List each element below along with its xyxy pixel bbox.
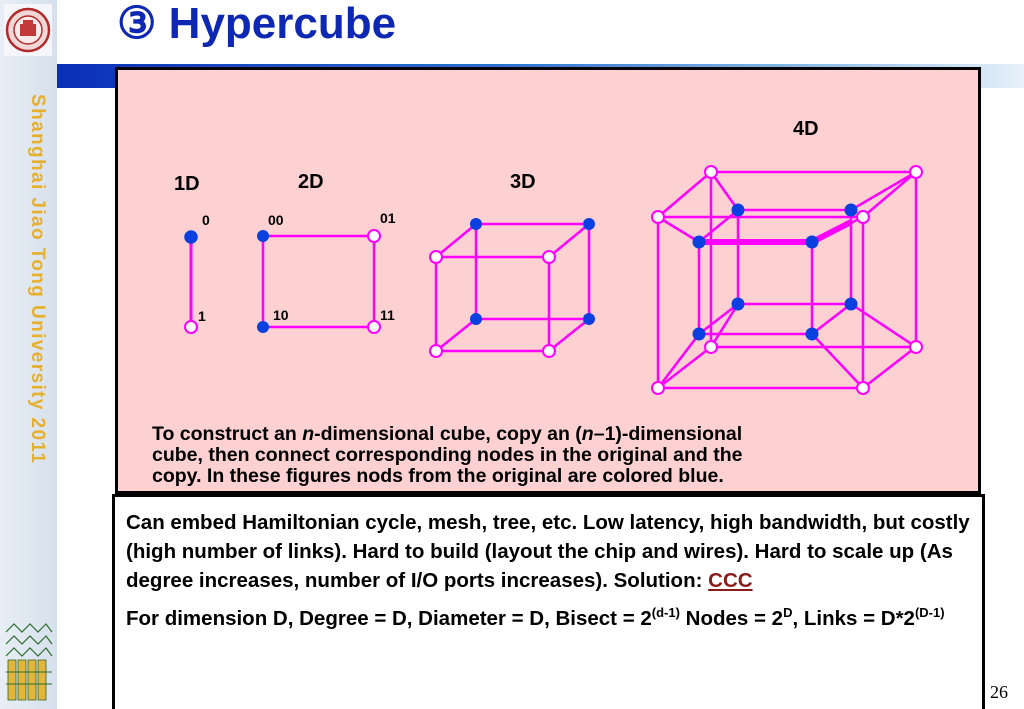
node-4d — [910, 341, 922, 353]
node-3d — [583, 313, 595, 325]
node-label-2d-01: 01 — [380, 210, 396, 226]
node-4d — [693, 236, 706, 249]
figure-caption-line1: To construct an n-dimensional cube, copy an (n–1)-dimensional — [152, 423, 743, 445]
formula-superscript: (d-1) — [651, 605, 680, 621]
sidebar-university-text: Shanghai Jiao Tong University 2011 — [27, 94, 48, 465]
node-3d — [543, 251, 555, 263]
description-paragraph — [126, 508, 973, 595]
node-label-1d-0: 0 — [202, 212, 210, 228]
label-3d: 3D — [510, 171, 536, 193]
label-4d: 4D — [793, 118, 819, 140]
ccc-link[interactable]: CCC — [708, 569, 753, 592]
node-label-2d-11: 11 — [380, 307, 395, 323]
formula-paragraph — [126, 604, 973, 633]
cube-1d — [185, 212, 210, 333]
university-logo — [4, 4, 52, 56]
node-4d — [732, 298, 745, 311]
cube-2d — [257, 210, 396, 333]
page-number: 26 — [990, 682, 1008, 702]
node-3d — [430, 251, 442, 263]
cube-3d — [430, 218, 595, 357]
node-3d — [543, 345, 555, 357]
node-1d-0 — [185, 231, 197, 243]
hypercube-diagram — [118, 70, 978, 491]
node-4d — [910, 166, 922, 178]
formula-text: Nodes = 2 — [679, 607, 784, 630]
node-4d — [857, 382, 869, 394]
description-text: Can embed Hamiltonian cycle, mesh, tree, etc. Low latency, high bandwidth, but costly (high number of links). Hard to build (layout the chip and wires). Hard to scale up (As degree increases, number of I/O ports increases). Solution: — [126, 511, 970, 592]
hypercube-figure — [115, 67, 981, 494]
node-label-2d-10: 10 — [273, 307, 289, 323]
node-label-2d-00: 00 — [268, 212, 284, 228]
label-1d: 1D — [174, 173, 200, 195]
node-4d — [845, 204, 858, 217]
node-4d — [845, 298, 858, 311]
node-4d — [705, 166, 717, 178]
node-3d — [430, 345, 442, 357]
node-2d-11 — [368, 321, 380, 333]
node-4d — [693, 328, 706, 341]
node-1d-1 — [185, 321, 197, 333]
node-3d — [470, 313, 482, 325]
building-decoration — [4, 622, 54, 702]
node-4d — [806, 328, 819, 341]
formula-superscript: (D-1) — [914, 605, 945, 621]
node-2d-01 — [368, 230, 380, 242]
cube-4d — [652, 166, 922, 394]
formula-superscript: D — [783, 605, 793, 621]
formula-text: For dimension D, Degree = D, Diameter = D, Bisect = 2 — [126, 607, 652, 630]
node-2d-10 — [257, 321, 269, 333]
node-4d — [732, 204, 745, 217]
node-2d-00 — [257, 230, 269, 242]
figure-caption-line3: copy. In these figures nods from the original are colored blue. — [152, 465, 724, 487]
node-4d — [652, 211, 664, 223]
node-4d — [705, 341, 717, 353]
description-box — [112, 494, 985, 709]
node-3d — [583, 218, 595, 230]
node-4d — [806, 236, 819, 249]
page-title: ③ Hypercube — [117, 0, 397, 48]
formula-text: , Links = D*2 — [792, 607, 915, 630]
figure-caption-line2: cube, then connect corresponding nodes in the original and the — [152, 444, 743, 466]
label-2d: 2D — [298, 171, 324, 193]
node-4d — [652, 382, 664, 394]
node-label-1d-1: 1 — [198, 308, 206, 324]
node-3d — [470, 218, 482, 230]
sidebar — [0, 0, 57, 709]
node-4d — [857, 211, 869, 223]
